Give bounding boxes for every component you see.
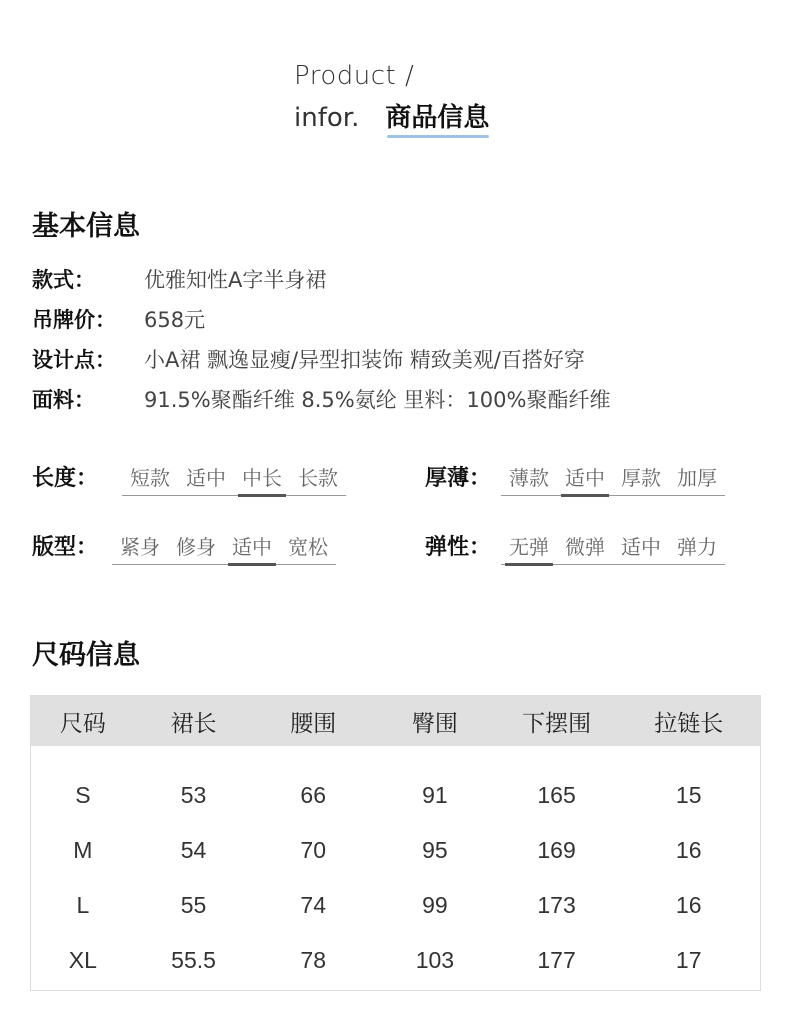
column-header: 拉链长: [654, 710, 724, 737]
table-cell: 99: [422, 892, 448, 918]
size-table-header: [31, 696, 760, 746]
size-table: [30, 695, 761, 991]
column-header: 裙长: [170, 710, 217, 737]
info-row-fabric: [32, 380, 610, 420]
info-value: 优雅知性A字半身裙: [144, 268, 327, 292]
table-cell: 16: [675, 837, 702, 863]
table-cell: XL: [68, 947, 97, 973]
table-cell: 53: [180, 782, 207, 808]
attr-option: 短款: [130, 466, 170, 490]
info-row-design: [32, 340, 610, 380]
attr-option: 薄款: [509, 466, 549, 490]
size-table-body: [31, 746, 760, 988]
attr-option: 适中: [186, 466, 226, 490]
attr-fit-options: [112, 534, 336, 565]
attr-option-selected: 适中: [224, 534, 280, 560]
info-value: 小A裙 飘逸显瘦/异型扣装饰 精致美观/百搭好穿: [144, 348, 585, 372]
attr-option: 弹力: [677, 535, 717, 559]
table-cell: 74: [300, 892, 327, 918]
size-info-title: 尺码信息: [32, 640, 140, 671]
table-cell: 169: [537, 837, 576, 863]
table-cell: 16: [675, 892, 702, 918]
table-row: [31, 768, 760, 823]
attr-thickness-label: 厚薄：: [425, 466, 492, 491]
attr-option: 加厚: [677, 466, 717, 490]
info-key: 设计点：: [32, 348, 116, 372]
attr-thickness-options: [501, 465, 725, 496]
attr-option: 修身: [176, 535, 216, 559]
table-row: [31, 823, 760, 878]
product-info-header: [294, 56, 489, 140]
attr-option: 适中: [621, 535, 661, 559]
attr-length: [32, 465, 346, 496]
info-row-price: [32, 300, 610, 340]
table-cell: 15: [675, 782, 702, 808]
attr-option-selected: 中长: [234, 465, 290, 491]
basic-info-title: 基本信息: [32, 211, 140, 242]
attr-option-selected: 适中: [557, 465, 613, 491]
table-cell: 95: [422, 837, 448, 863]
table-cell: 173: [537, 892, 576, 918]
header-en-line1: Product /: [294, 61, 415, 91]
attr-option: 微弹: [565, 535, 605, 559]
attr-option: 宽松: [288, 535, 328, 559]
column-header: 腰围: [290, 710, 337, 737]
attr-option-selected: 无弹: [501, 534, 557, 560]
info-value: 658元: [144, 308, 206, 332]
table-cell: M: [73, 837, 93, 863]
table-cell: 70: [300, 837, 327, 863]
header-en-line2: infor.: [294, 103, 360, 133]
info-key: 吊牌价：: [32, 308, 116, 332]
attr-option: 紧身: [120, 535, 160, 559]
header-zh-title: 商品信息: [385, 97, 489, 134]
column-header: 下摆围: [522, 710, 592, 737]
attr-thickness: [425, 465, 725, 496]
table-cell: 54: [180, 837, 207, 863]
table-cell: 66: [300, 782, 327, 808]
table-cell: 165: [537, 782, 576, 808]
info-key: 面料：: [32, 388, 95, 412]
info-key: 款式：: [32, 268, 95, 292]
table-cell: 55: [180, 892, 207, 918]
table-row: [31, 933, 760, 988]
attr-fit-label: 版型：: [32, 535, 99, 560]
table-cell: 55.5: [171, 947, 216, 973]
attr-fit: [32, 534, 336, 565]
attr-elasticity-label: 弹性：: [425, 535, 492, 560]
table-cell: 103: [415, 947, 455, 973]
table-row: [31, 878, 760, 933]
info-row-style: [32, 260, 610, 300]
table-cell: 91: [422, 782, 448, 808]
attr-option: 长款: [298, 466, 338, 490]
table-cell: S: [75, 782, 91, 808]
attr-option: 厚款: [621, 466, 661, 490]
attr-elasticity: [425, 534, 725, 565]
attr-length-label: 长度：: [32, 466, 99, 491]
table-cell: 17: [675, 947, 702, 973]
table-cell: 177: [537, 947, 576, 973]
attr-elasticity-options: [501, 534, 725, 565]
table-cell: L: [76, 892, 90, 918]
attr-length-options: [122, 465, 346, 496]
column-header: 臀围: [411, 710, 458, 737]
column-header: 尺码: [59, 710, 106, 737]
table-cell: 78: [300, 947, 327, 973]
info-value: 91.5%聚酯纤维 8.5%氨纶 里料：100%聚酯纤维: [144, 388, 611, 412]
basic-info-list: [32, 260, 610, 420]
